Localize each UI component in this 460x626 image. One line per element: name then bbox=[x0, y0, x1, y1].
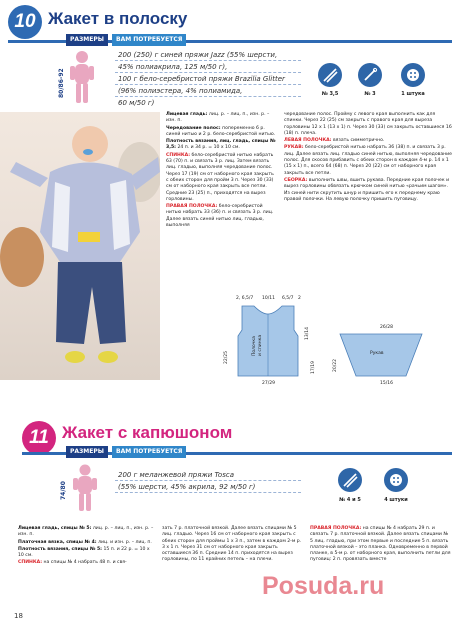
paragraph: СПИНКА: бело-серебристой нитью набрать 63 (70) п. и связать 3 р. лиц. Затем вязать лиц. гладью, выполняя чередование полос. Через 17 (19) см от наборного края закрыть с обеих сторон для пройм 3 п. Через 30 (33) см от наборного края закрыть все петли. Средние 23 (25) п., приходятся на вырез горловины. bbox=[166, 152, 274, 202]
tool-label: № 4 и 5 bbox=[339, 497, 361, 503]
button-icon bbox=[384, 468, 408, 492]
materials-tab: ВАМ ПОТРЕБУЕТСЯ bbox=[112, 446, 186, 458]
material-line: (96% полиэстера, 4% полиамида, bbox=[118, 87, 243, 95]
sizes-value: 80/86-92 bbox=[58, 68, 65, 98]
knitting-needles-icon bbox=[318, 63, 342, 87]
paragraph: ПРАВАЯ ПОЛОЧКА: бело-серебристой нитью набрать 33 (36) п. и связать 3 р. лиц. Далее вязать синей нитью лиц. гладью, выполняя bbox=[166, 204, 274, 229]
baby-photo bbox=[0, 112, 160, 380]
paragraph: зать 7 р. платочной вязкой. Далее вязать спицами № 5 лиц. гладью. Через 16 см от наборного края закрыть с обеих сторон для проймы 1 х 3 п., затем в каждом 2-м р. 3 х 1 п. Через 31 см от наборного края закрыть оставшиеся 36 п. Средние 14 п. приходятся на вырез горловины, по 11 крайних петель – на плечи. bbox=[162, 526, 302, 563]
material-line: 100 г бело-серебристой пряжи Brazilia Glitter bbox=[118, 75, 285, 83]
diagram-inner-label: и спинка bbox=[258, 334, 263, 356]
material-line: (55% шерсти, 45% акрила, 92 м/50 г) bbox=[118, 483, 256, 491]
material-line: 60 м/50 г) bbox=[118, 99, 155, 107]
watermark: Posuda.ru bbox=[262, 572, 385, 600]
paragraph: Плотность вязания, спицы № 5: 15 п. и 22 р. = 10 х 10 см. bbox=[18, 546, 150, 559]
sizes-value: 74/80 bbox=[60, 481, 67, 500]
dimension-label: 2 bbox=[298, 296, 301, 301]
section-number-badge: 10 bbox=[8, 5, 42, 39]
materials-divider bbox=[115, 84, 301, 85]
material-line: 45% полиакрила, 125 м/50 г), bbox=[118, 63, 228, 71]
paragraph: СПИНКА: на спицы № 4 набрать 48 п. и свя- bbox=[18, 560, 127, 566]
paragraph: Платочная вязка, спицы № 4: лиц. и изн. р. – лиц. п. bbox=[18, 539, 152, 545]
paragraph: РУКАВ: бело-серебристой нитью набрать 36 (38) п. и связать 3 р. лиц. Далее вязать лиц. гладью синей нитью, выполняя чередование полос. Для скосов прибавить с обеих сторон в каждом 4-м р. 14 х 1 (15 х 1) п., всего 64 (68) п. Через 20 (22) см от наборного края закрыть все петли. bbox=[284, 145, 452, 176]
dimension-label: 15/16 bbox=[380, 381, 393, 386]
page-number: 18 bbox=[14, 612, 23, 620]
dimension-label: 26/28 bbox=[380, 325, 393, 330]
materials-tab: ВАМ ПОТРЕБУЕТСЯ bbox=[112, 34, 186, 46]
paragraph: ПРАВАЯ ПОЛОЧКА: на спицы № 4 набрать 29 п. и связать 7 р. платочной вязкой. Далее вязать спицами № 5 лиц. гладью, при этом первые и последние 5 п. вязать платочной вязкой – это планка. Одновременно в первой планке, в 5-м р. от наборного края, выполнить петли для пуговиц: 2 п. провязать вместе bbox=[310, 526, 451, 563]
dimension-label: 10/11 bbox=[262, 296, 275, 301]
paragraph: Чередование полос: попеременно 6 р. синей нитью и 2 р. бело-серебристой нитью. bbox=[166, 125, 276, 137]
materials-divider bbox=[115, 72, 301, 73]
tool-label: 4 штуки bbox=[384, 497, 408, 503]
dimension-label: 20/22 bbox=[333, 359, 338, 372]
tool-label: № 3,5 bbox=[321, 91, 339, 97]
dimension-label: 6,5/7 bbox=[282, 296, 294, 301]
section-number-badge: 11 bbox=[22, 421, 56, 455]
material-line: 200 г меланжевой пряжи Tosca bbox=[118, 471, 235, 479]
paragraph: чередование полос. Пройму с левого края выполнить как для спинки. Через 22 (25) см закрыть с правого края для выреза горловины 12 х 1 (13 х 1) п. Через 30 (33) см закрыть оставшиеся 16 (18) п. плеча. bbox=[284, 112, 452, 136]
diagram-inner-label: Полочка bbox=[252, 336, 257, 356]
pattern-diagram-body bbox=[232, 300, 304, 380]
sizes-tab: РАЗМЕРЫ bbox=[66, 446, 108, 458]
instructions-column bbox=[166, 112, 276, 229]
materials-divider bbox=[115, 492, 301, 493]
tool-label: № 3 bbox=[364, 91, 376, 97]
dimension-label: 17/19 bbox=[311, 361, 316, 374]
section-title: Жакет с капюшоном bbox=[62, 423, 233, 442]
instructions-column bbox=[162, 526, 302, 564]
tool-label: 1 штука bbox=[401, 91, 425, 97]
crochet-hook-icon bbox=[358, 63, 382, 87]
instructions-column bbox=[18, 526, 154, 567]
button-icon bbox=[401, 63, 425, 87]
instructions-column bbox=[284, 112, 452, 203]
materials-divider bbox=[115, 96, 301, 97]
dimension-label: 22/25 bbox=[224, 351, 229, 364]
dimension-label: 13/14 bbox=[305, 327, 310, 340]
section-title: Жакет в полоску bbox=[48, 9, 188, 28]
diagram-inner-label: Рукав bbox=[370, 351, 384, 356]
instructions-column bbox=[310, 526, 452, 564]
materials-divider bbox=[115, 60, 301, 61]
baby-size-silhouette bbox=[72, 464, 98, 514]
dimension-label: 2, 6,5/7 bbox=[236, 296, 254, 301]
baby-size-silhouette bbox=[68, 50, 96, 108]
knitting-needles-icon bbox=[338, 468, 362, 492]
paragraph: Плотность вязания, лиц. гладь, спицы № 3,5: 24 п. и 34 р. = 10 х 10 см. bbox=[166, 139, 276, 151]
paragraph: СБОРКА: выполнить швы, вшить рукава. Передние края полочек и вырез горловины обвязать крючком синей нитью «рачьим шагом». Из синей нити скрутить шнур и пришить его к переднему краю правой полочки. На левую полочку пришить пуговицу. bbox=[284, 177, 450, 202]
material-line: 200 (250) г синей пряжи Jazz (55% шерсти, bbox=[118, 51, 278, 59]
materials-divider bbox=[115, 480, 301, 481]
dimension-label: 27/29 bbox=[262, 381, 275, 386]
paragraph: Лицевая гладь: лиц. р. – лиц. п., изн. р. – изн. п. bbox=[166, 112, 270, 124]
paragraph: ЛЕВАЯ ПОЛОЧКА: вязать симметрично. bbox=[284, 138, 385, 144]
paragraph: Лицевая гладь, спицы № 5: лиц. р. – лиц. п., изн. р. – изн. п. bbox=[18, 526, 154, 538]
sizes-tab: РАЗМЕРЫ bbox=[66, 34, 108, 46]
